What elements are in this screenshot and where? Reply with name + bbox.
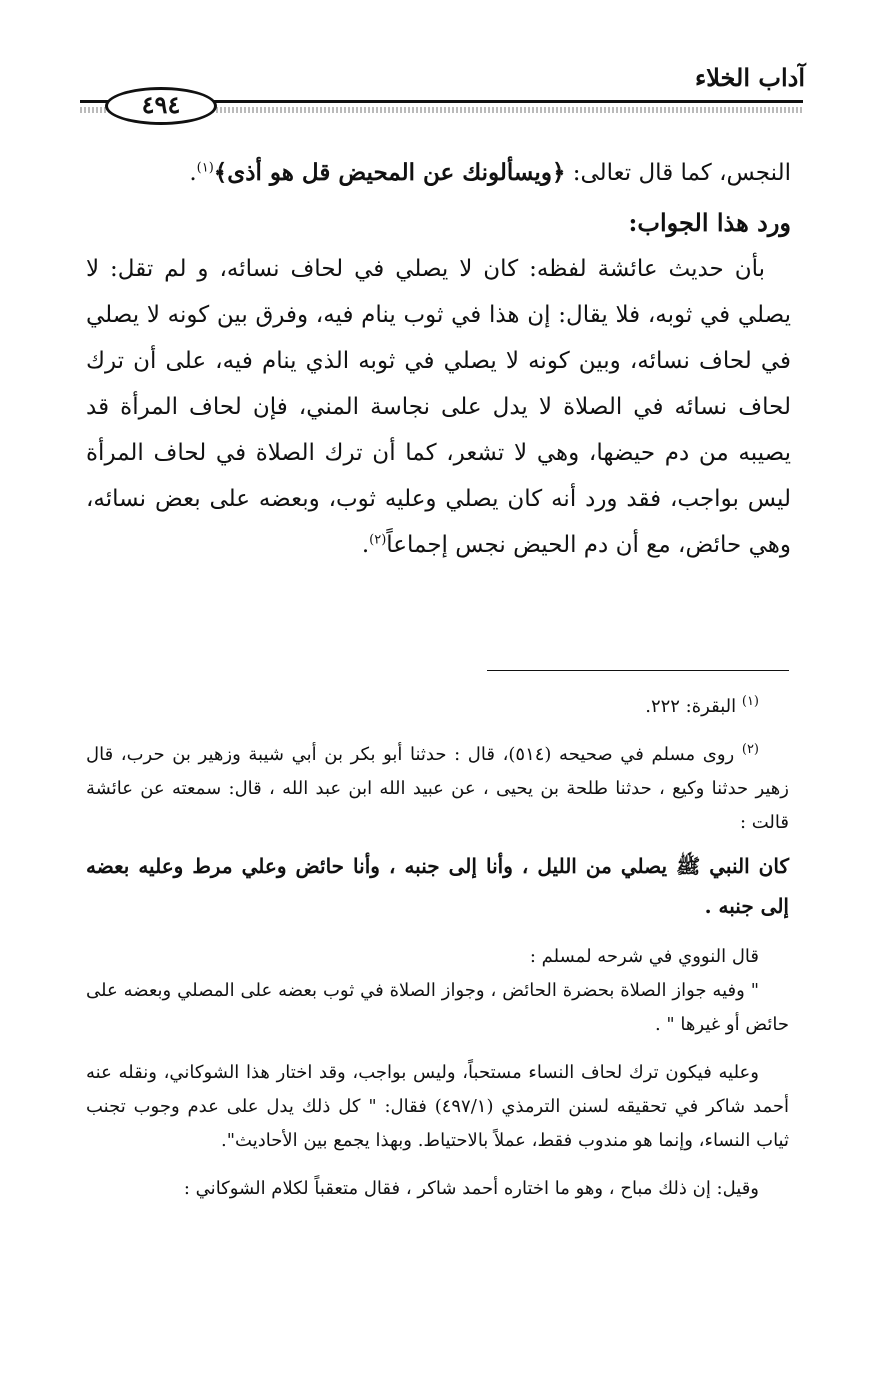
paragraph-text: النجس، كما قال تعالى: <box>565 160 791 186</box>
paragraph-answer <box>86 246 791 568</box>
footnote-text: البقرة: ٢٢٢. <box>645 696 742 717</box>
footnote-marker: (٢) <box>369 532 387 548</box>
nawawi-intro: قال النووي في شرحه لمسلم : <box>529 946 759 967</box>
footnote-1 <box>86 690 789 724</box>
running-title: آداب الخلاء <box>694 63 805 92</box>
footnote-number: (٢) <box>741 742 759 757</box>
hadith-text: كان النبي ﷺ يصلي من الليل ، وأنا إلى جنبه ، وأنا حائض وعلي مرط وعليه بعضه إلى جنبه . <box>86 854 789 918</box>
footnotes <box>86 690 789 1206</box>
footnote-2 <box>86 738 789 840</box>
paragraph-punct: . <box>361 532 370 558</box>
main-text <box>86 150 791 568</box>
footnote-text: روى مسلم في صحيحه (٥١٤)، قال : حدثنا أبو بكر بن أبي شيبة وزهير بن حرب، قال زهير حدثنا وكيع ، حدثنا طلحة بن يحيى ، عن عبيد الله ابن عبد الله ، قال: سمعته عن عائشة قالت : <box>86 744 789 833</box>
closing-line: وقيل: إن ذلك مباح ، وهو ما اختاره أحمد شاكر ، فقال متعقباً لكلام الشوكاني : <box>183 1178 759 1199</box>
section-heading: ورد هذا الجواب: <box>628 208 791 237</box>
footnote-rule <box>487 670 789 671</box>
nawawi-quote: " وفيه جواز الصلاة بحضرة الحائض ، وجواز الصلاة في ثوب بعضه على المصلي وبعضه على حائض أو غيرها " . <box>86 980 789 1035</box>
footnote-marker: (١) <box>196 160 214 176</box>
quran-verse: ﴿ويسألونك عن المحيض قل هو أذى﴾ <box>213 159 566 186</box>
paragraph-text: بأن حديث عائشة لفظه: كان لا يصلي في لحاف نسائه، و لم تقل: لا يصلي في ثوبه، فلا يقال: إن هذا في ثوب ينام فيه، وفرق بين كونه لا يصلي في لحاف نسائه، وبين كونه لا يصلي في ثوبه الذي ينام فيه، على أن ترك لحاف نسائه في الصلاة لا يدل على نجاسة المني، فإن لحاف المرأة قد يصيبه من دم حيضها، وهي لا تشعر، كما أن ترك الصلاة في لحاف المرأة ليس بواجب، فقد ورد أنه كان يصلي وعليه ثوب، وبعضه على بعض نسائه، وهي حائض، مع أن دم الحيض نجس إجماعاً <box>86 256 791 558</box>
footnote-number: (١) <box>741 694 759 709</box>
paragraph-punct: . <box>189 160 197 186</box>
paragraph-quran-citation <box>86 150 791 196</box>
shawkani-paragraph: وعليه فيكون ترك لحاف النساء مستحباً، وليس بواجب، وقد اختار هذا الشوكاني، ونقله عنه أحمد شاكر في تحقيقه لسنن الترمذي (٤٩٧/١) فقال: " كل ذلك يدل على عدم وجوب تجنب ثياب النساء، وإنما هو مندوب فقط، عملاً بالاحتياط. وبهذا يجمع بين الأحاديث". <box>86 1062 789 1151</box>
page-number: ٤٩٤ <box>105 87 217 125</box>
